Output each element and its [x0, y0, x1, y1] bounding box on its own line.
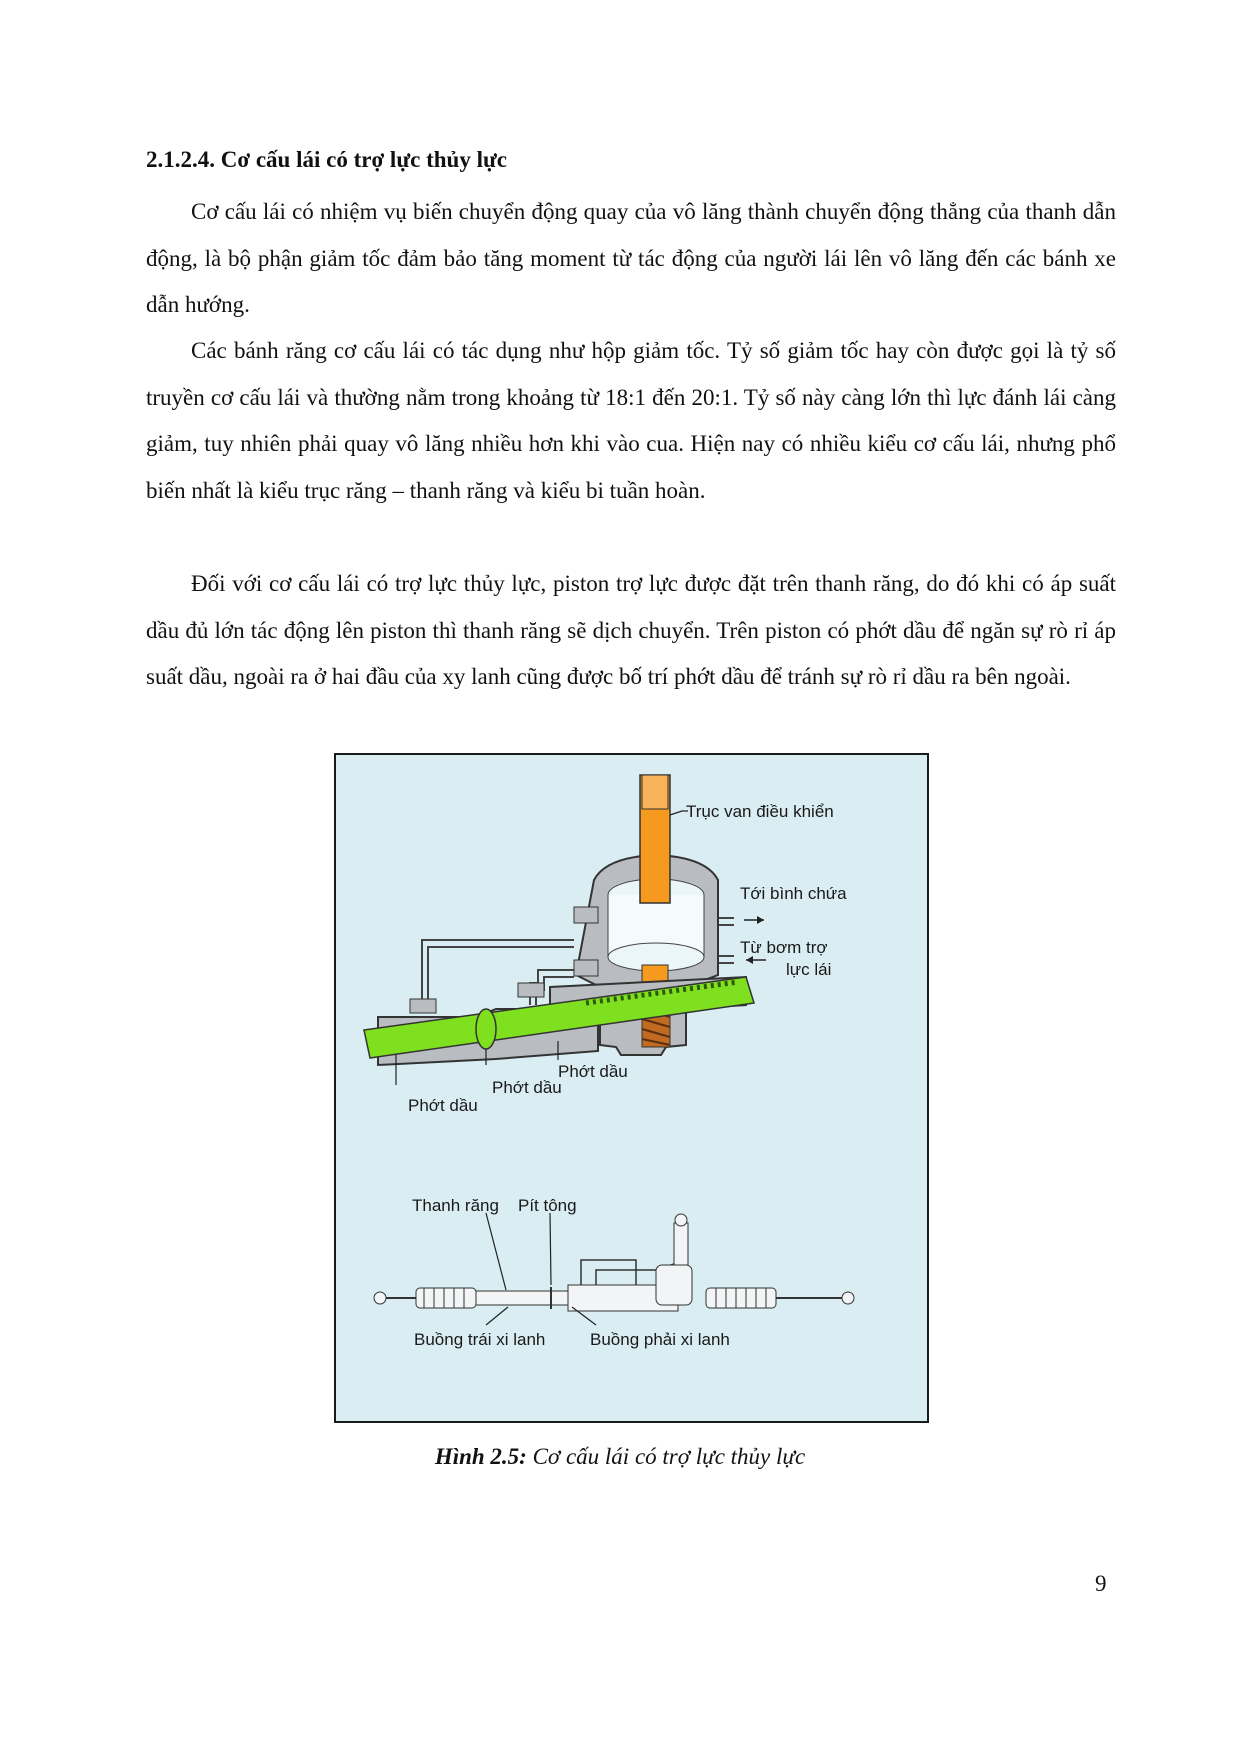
paragraph-steering-function: Cơ cấu lái có nhiệm vụ biến chuyển động quay của vô lăng thành chuyển động thẳng của thanh dẫn động, là bộ phận giảm tốc đảm bảo tăng moment từ tác động của người lái lên vô lăng đến các bánh xe dẫn hướng.	[146, 199, 1116, 317]
label-piston: Pít tông	[518, 1196, 577, 1215]
label-oil-seal-c: Phớt dầu	[558, 1062, 628, 1081]
label-control-valve-shaft: Trục van điều khiển	[686, 802, 834, 821]
label-to-reservoir: Tới bình chứa	[740, 884, 847, 903]
label-from-pump-line2: lực lái	[786, 960, 832, 979]
paragraph-gear-ratio: Các bánh răng cơ cấu lái có tác dụng như hộp giảm tốc. Tỷ số giảm tốc hay còn được gọi là tỷ số truyền cơ cấu lái và thường nằm trong khoảng từ 18:1 đến 20:1. Tỷ số này càng lớn thì lực đánh lái càng giảm, tuy nhiên phải quay vô lăng nhiều hơn khi vào cua. Hiện nay có nhiều kiểu cơ cấu lái, nhưng phổ biến nhất là kiểu trục răng – thanh răng và kiểu bi tuần hoàn.	[146, 338, 1116, 503]
label-left-chamber: Buồng trái xi lanh	[414, 1330, 546, 1349]
label-oil-seal-b: Phớt dầu	[492, 1078, 562, 1097]
figure-caption	[0, 1444, 1240, 1470]
label-rack: Thanh răng	[412, 1196, 499, 1215]
label-right-chamber: Buồng phải xi lanh	[590, 1330, 730, 1349]
page-number: 9	[1095, 1571, 1107, 1596]
section-heading: 2.1.2.4. Cơ cấu lái có trợ lực thủy lực	[146, 147, 507, 172]
caption-text: Cơ cấu lái có trợ lực thủy lực	[532, 1444, 806, 1469]
figure-power-steering-diagram	[334, 753, 929, 1423]
caption-label: Hình 2.5:	[434, 1444, 527, 1469]
diagram-svg	[336, 755, 927, 1421]
overview-rack-assembly	[374, 1214, 854, 1311]
paragraph-power-piston: Đối với cơ cấu lái có trợ lực thủy lực, piston trợ lực được đặt trên thanh răng, do đó khi có áp suất dầu đủ lớn tác động lên piston thì thanh răng sẽ dịch chuyển. Trên piston có phớt dầu để ngăn sự rò rỉ áp suất dầu, ngoài ra ở hai đầu của xy lanh cũng được bố trí phớt dầu để tránh sự rò rỉ dầu ra bên ngoài.	[146, 571, 1116, 689]
label-oil-seal-a: Phớt dầu	[408, 1096, 478, 1115]
label-from-pump-line1: Từ bơm trợ	[740, 938, 828, 957]
